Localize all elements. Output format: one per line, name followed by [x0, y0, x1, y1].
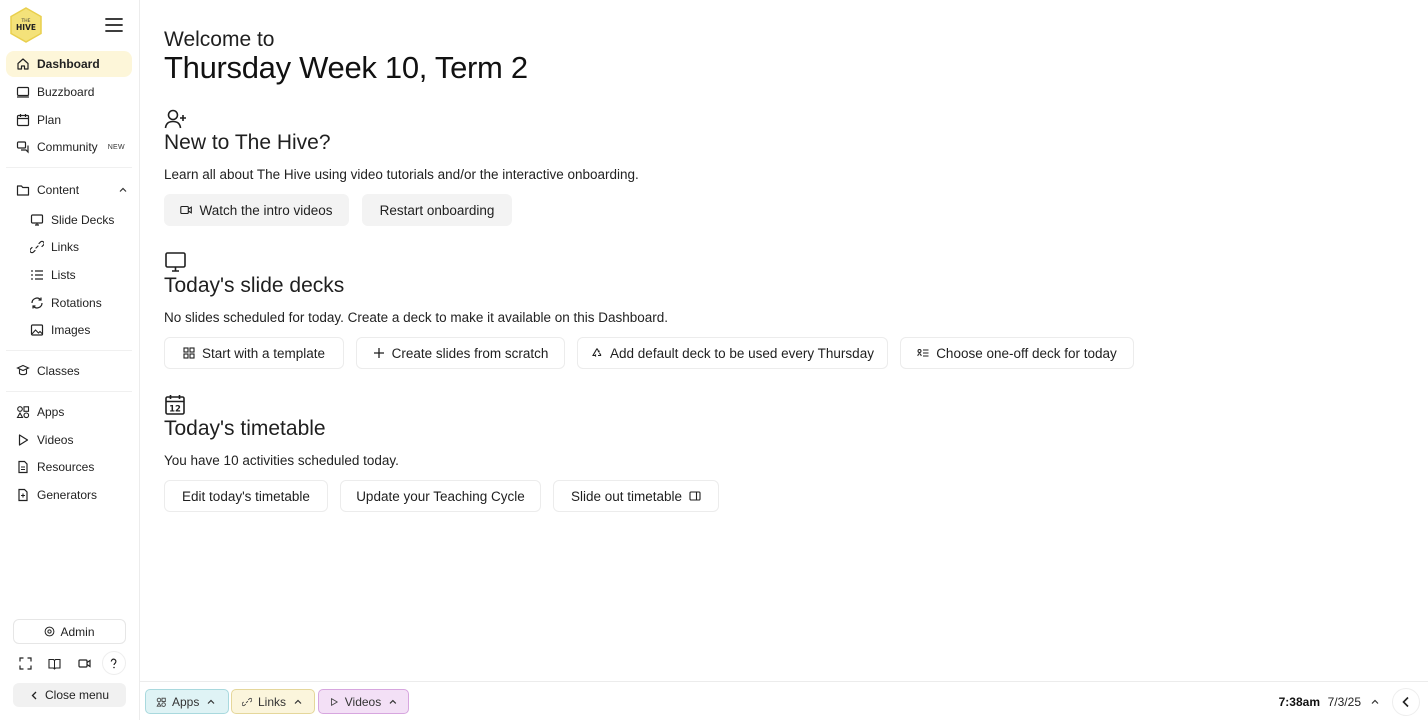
sidebar-label-plan: Plan — [37, 113, 62, 127]
calendar-icon — [16, 113, 30, 127]
plus-icon — [373, 347, 385, 359]
sidebar-label-links: Links — [51, 240, 80, 254]
slide-decks-description: No slides scheduled for today. Create a deck to make it available on this Dashboard. — [164, 310, 669, 325]
page-title: Thursday Week 10, Term 2 — [164, 50, 528, 85]
chevron-up-icon[interactable] — [118, 185, 128, 195]
sidebar-item-slide-decks[interactable] — [20, 207, 132, 233]
watch-intro-videos-button[interactable] — [164, 194, 349, 226]
sidebar-divider — [6, 391, 132, 392]
chevron-up-icon — [293, 697, 303, 707]
apps-icon — [16, 405, 30, 419]
restart-onboarding-label: Restart onboarding — [379, 202, 495, 218]
clock-date: 7/3/25 — [1327, 695, 1361, 709]
sidebar-divider — [6, 167, 132, 168]
sidebar-item-resources[interactable] — [6, 454, 132, 480]
template-grid-icon — [183, 347, 195, 359]
play-icon — [329, 697, 339, 707]
videos-pill-label: Videos — [344, 694, 382, 709]
videos-pill-button[interactable] — [318, 689, 409, 714]
sidebar-label-dashboard: Dashboard — [37, 57, 100, 71]
chevron-up-icon — [206, 697, 216, 707]
sidebar-item-images[interactable] — [20, 317, 132, 343]
sidebar-label-classes: Classes — [37, 364, 80, 378]
hive-logo[interactable] — [9, 7, 43, 43]
admin-icon — [44, 626, 55, 637]
start-with-template-button[interactable] — [164, 337, 344, 369]
close-menu-button[interactable] — [13, 683, 126, 707]
sidebar-label-rotations: Rotations — [51, 296, 102, 310]
choose-one-off-deck-label: Choose one-off deck for today — [936, 345, 1117, 361]
board-icon — [16, 85, 30, 99]
sidebar-label-apps: Apps — [37, 405, 65, 419]
sidebar-label-lists: Lists — [51, 268, 76, 282]
timetable-title: Today's timetable — [164, 417, 326, 440]
bottom-bar — [140, 681, 1428, 720]
choose-one-off-deck-button[interactable] — [900, 337, 1134, 369]
update-teaching-cycle-label: Update your Teaching Cycle — [356, 488, 525, 504]
sidebar-divider — [6, 350, 132, 351]
sidebar-item-buzzboard[interactable] — [6, 79, 132, 105]
sidebar-item-rotations[interactable] — [20, 290, 132, 316]
add-default-deck-button[interactable] — [577, 337, 888, 369]
sidebar-label-images: Images — [51, 323, 91, 337]
add-default-deck-label: Add default deck to be used every Thursday — [610, 345, 874, 361]
edit-todays-timetable-label: Edit today's timetable — [182, 488, 310, 504]
sidebar-item-videos[interactable] — [6, 427, 132, 453]
play-icon — [16, 433, 30, 447]
list-select-icon — [917, 347, 929, 359]
video-camera-icon[interactable] — [72, 651, 96, 675]
start-with-template-label: Start with a template — [201, 345, 326, 361]
onboarding-title: New to The Hive? — [164, 131, 331, 154]
link-icon — [30, 240, 44, 254]
add-user-icon — [164, 108, 188, 130]
sidebar-label-content: Content — [37, 183, 80, 197]
sidebar-item-apps[interactable] — [6, 399, 132, 425]
new-badge: NEW — [107, 143, 125, 151]
video-camera-icon — [180, 204, 192, 216]
help-icon[interactable] — [102, 651, 126, 675]
rotate-icon — [30, 296, 44, 310]
side-panel-icon — [689, 490, 701, 502]
close-menu-label: Close menu — [44, 688, 110, 702]
sidebar — [0, 0, 140, 720]
links-pill-button[interactable] — [231, 689, 315, 714]
admin-label: Admin — [60, 624, 95, 639]
sidebar-label-resources: Resources — [37, 460, 95, 474]
edit-todays-timetable-button[interactable] — [164, 480, 328, 512]
folder-icon — [16, 183, 30, 197]
fullscreen-icon[interactable] — [13, 651, 37, 675]
sidebar-item-plan[interactable] — [6, 107, 132, 133]
sidebar-label-generators: Generators — [37, 488, 98, 502]
restart-onboarding-button[interactable] — [362, 194, 512, 226]
sidebar-item-generators[interactable] — [6, 482, 132, 508]
svg-text:HIVE: HIVE — [16, 23, 36, 32]
sidebar-item-links[interactable] — [20, 234, 132, 260]
menu-toggle-icon[interactable] — [104, 16, 124, 34]
collapse-panel-button[interactable] — [1392, 688, 1420, 716]
chat-icon — [16, 140, 30, 154]
create-slides-from-scratch-label: Create slides from scratch — [391, 345, 549, 361]
links-pill-label: Links — [258, 694, 287, 709]
update-teaching-cycle-button[interactable] — [340, 480, 541, 512]
classes-icon — [16, 364, 30, 378]
calendar-day-number: 12 — [169, 404, 181, 415]
apps-pill-button[interactable] — [145, 689, 229, 714]
watch-intro-videos-label: Watch the intro videos — [199, 202, 333, 218]
svg-text:THE: THE — [21, 19, 31, 24]
recycle-icon — [591, 347, 603, 359]
slide-decks-title: Today's slide decks — [164, 274, 345, 297]
sidebar-item-content[interactable] — [6, 177, 132, 203]
chevron-left-icon — [30, 691, 39, 700]
admin-button[interactable] — [13, 619, 126, 644]
apps-icon — [156, 697, 166, 707]
image-icon — [30, 323, 44, 337]
slide-out-timetable-label: Slide out timetable — [570, 488, 683, 504]
onboarding-description: Learn all about The Hive using video tutorials and/or the interactive onboarding. — [164, 167, 639, 182]
sidebar-tools — [13, 651, 126, 675]
sidebar-item-community[interactable] — [6, 134, 132, 160]
create-slides-from-scratch-button[interactable] — [356, 337, 565, 369]
apps-pill-label: Apps — [172, 694, 200, 709]
home-icon — [16, 57, 30, 71]
presentation-icon — [164, 251, 188, 273]
chevron-up-icon[interactable] — [1370, 697, 1380, 707]
link-icon — [242, 697, 252, 707]
calendar-day-icon — [164, 394, 188, 416]
sidebar-label-slide-decks: Slide Decks — [51, 213, 115, 227]
chevron-up-icon — [388, 697, 398, 707]
book-icon[interactable] — [43, 651, 67, 675]
list-icon — [30, 268, 44, 282]
chevron-left-icon — [1401, 696, 1411, 708]
clock-time: 7:38am — [1278, 695, 1320, 709]
sidebar-label-videos: Videos — [37, 433, 74, 447]
sidebar-item-lists[interactable] — [20, 262, 132, 288]
sidebar-label-community: Community — [37, 140, 98, 154]
generator-icon — [16, 488, 30, 502]
sidebar-label-buzzboard: Buzzboard — [37, 85, 95, 99]
sidebar-item-classes[interactable] — [6, 358, 132, 384]
slide-out-timetable-button[interactable] — [553, 480, 719, 512]
slides-icon — [30, 213, 44, 227]
welcome-text: Welcome to — [164, 28, 275, 51]
document-icon — [16, 460, 30, 474]
timetable-description: You have 10 activities scheduled today. — [164, 453, 399, 468]
sidebar-item-dashboard[interactable] — [6, 51, 132, 77]
